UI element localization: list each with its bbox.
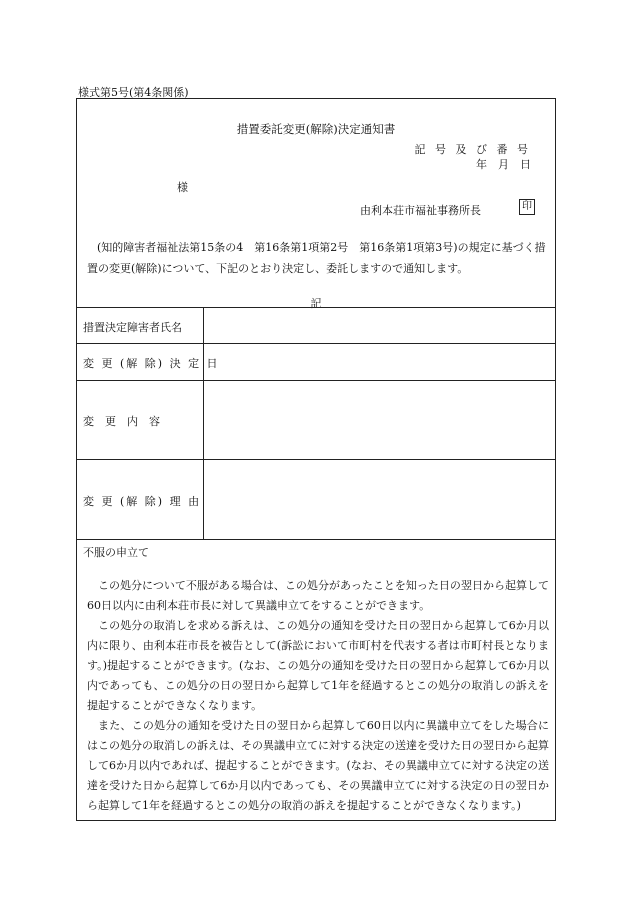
- objection-notes: [87, 576, 549, 816]
- table-bottom-border: [77, 539, 555, 540]
- intro-text: (知的障害者福祉法第15条の4 第16条第1項第2号 第16条第1項第3号)の規定に基づく措置の変更(解除)について、下記のとおり決定し、委託しますので通知します。: [87, 241, 546, 275]
- notice-form: [76, 98, 556, 821]
- form-number-label: 様式第5号(第4条関係): [78, 86, 189, 99]
- row-divider: [77, 380, 555, 381]
- objection-paragraph: この処分の取消しを求める訴えは、この処分の通知を受けた日の翌日から起算して6か月以内に限り、由利本荘市長を被告として(訴訟において市町村を代表する者は市町村長となります。)提起することができます。(なお、この処分の通知を受けた日の翌日から起算して6か月以内であっても、この処分の日の翌日から起算して1年を経過するとこの処分の取消しの訴えを提起することができなくなります。: [87, 619, 549, 712]
- seal-mark: 印: [519, 199, 535, 215]
- row-label-change-content: 変 更 内 容: [83, 415, 160, 428]
- row-label-reason: 変 更 (解 除) 理 由: [83, 495, 202, 508]
- doc-number-label: 記 号 及 び 番 号: [414, 143, 531, 156]
- objection-heading: 不服の申立て: [83, 546, 149, 559]
- row-label-decision-date: 変 更 (解 除) 決 定 日: [83, 357, 220, 370]
- objection-paragraph: この処分について不服がある場合は、この処分があったことを知った日の翌日から起算して60日以内に由利本荘市長に対して異議申立てをすることができます。: [87, 579, 549, 612]
- objection-paragraph: また、この処分の通知を受けた日の翌日から起算して60日以内に異議申立てをした場合にはこの処分の取消しの訴えは、その異議申立てに対する決定の送達を受けた日の翌日から起算して6か月以内であれば、提起することができます。(なお、その異議申立てに対する決定の送達を受けた日から起算して6か月以内であっても、その異議申立てに対する決定の日の翌日から起算して1年を経過するとこの処分の取消の訴えを提起することができなくなります。): [87, 719, 549, 812]
- recipient-suffix: 様: [177, 181, 188, 194]
- document-title: 措置委託変更(解除)決定通知書: [236, 122, 396, 136]
- table-top-border: [77, 307, 555, 308]
- date-label: 年 月 日: [476, 158, 531, 171]
- issuer-name: 由利本荘市福祉事務所長: [360, 204, 481, 217]
- column-divider: [203, 307, 204, 539]
- row-label-name: 措置決定障害者氏名: [83, 321, 182, 334]
- ki-heading: 記: [310, 297, 322, 310]
- row-divider: [77, 459, 555, 460]
- row-divider: [77, 343, 555, 344]
